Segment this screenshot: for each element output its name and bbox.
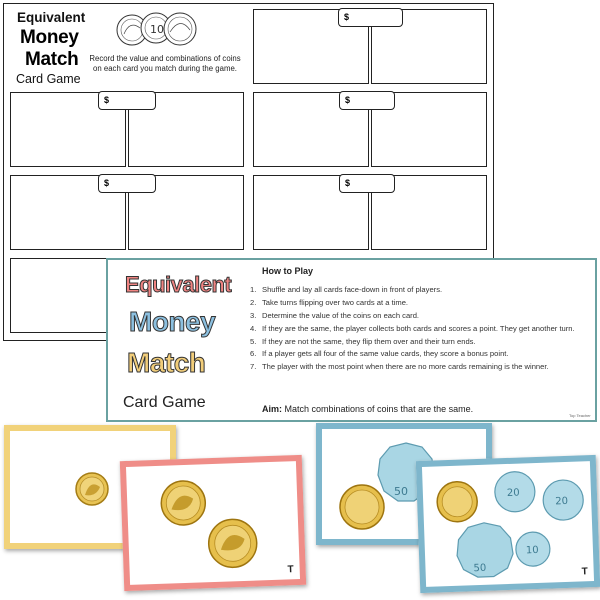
worksheet-instructions: Record the value and combinations of coins on each card you match during the game. (89, 54, 241, 73)
rule-item (250, 324, 590, 334)
rule-item (250, 349, 590, 359)
rules-list (250, 285, 590, 375)
dollar-sign: $ (104, 178, 110, 188)
value-tag (98, 174, 156, 193)
rule-item (250, 298, 590, 308)
rule-text: Determine the value of the coins on each card. (262, 310, 420, 320)
how-to-play-heading: How to Play (262, 266, 314, 276)
rule-number: 2. (250, 297, 257, 307)
rule-number: 1. (250, 285, 257, 294)
rule-text: Take turns flipping over two cards at a time. (262, 297, 409, 307)
aim-statement (262, 404, 473, 414)
logo-equivalent: Equivalent (125, 272, 232, 297)
rule-text: If a player gets all four of the same value cards, they score a bonus point. (262, 349, 509, 359)
rule-item (250, 362, 590, 372)
value-tag (339, 174, 395, 193)
gold-coin-icon (208, 519, 258, 569)
rule-number: 7. (250, 362, 257, 372)
rule-number: 4. (250, 323, 257, 333)
worksheet-title-money: Money (20, 27, 79, 48)
rule-text: If they are not the same, they flip them over and their turn ends. (262, 336, 476, 346)
coin-image (422, 461, 594, 587)
coin-value-label: 10 (525, 544, 539, 557)
rule-number: 3. (250, 310, 257, 320)
rule-item (250, 337, 590, 347)
worksheet-title-equivalent: Equivalent (17, 10, 86, 25)
worksheet-title-match: Match (25, 49, 79, 70)
silver-coin-icon (515, 532, 550, 567)
coin-value-label: 20 (555, 495, 569, 508)
dollar-sign: $ (104, 95, 110, 105)
aim-label: Aim: (262, 404, 282, 414)
silver-coin-icon (494, 471, 535, 512)
silver-coin-icon (543, 479, 584, 520)
value-tag (338, 8, 403, 27)
rule-text: The player with the most point when there are no more cards remaining is the winner. (262, 362, 549, 372)
value-tag (98, 91, 156, 110)
rule-item (250, 311, 590, 321)
rule-number: 5. (250, 336, 257, 346)
coin-value-label: 50 (394, 485, 408, 498)
dollar-sign: $ (345, 95, 351, 105)
game-card-red (120, 455, 306, 591)
svg-text:10: 10 (150, 23, 164, 36)
gold-coin-icon (161, 480, 207, 526)
brand-t-mark: T (287, 564, 294, 576)
dollar-sign: $ (344, 12, 350, 22)
worksheet-title-card-game: Card Game (16, 72, 81, 86)
silver-coin-icon (456, 522, 514, 578)
gold-coin-icon (437, 481, 478, 522)
logo-card-game: Card Game (123, 394, 206, 411)
value-tag (339, 91, 395, 110)
brand-mark: Top Teacher (569, 413, 591, 418)
brand-t-mark: T (581, 566, 588, 578)
game-card-blue-multi (416, 455, 600, 593)
gold-coin-icon (340, 485, 384, 529)
dollar-sign: $ (345, 178, 351, 188)
coins-line-art-icon (108, 8, 208, 50)
coin-value-label: 50 (473, 562, 487, 575)
coin-image (126, 461, 300, 585)
rule-text: If they are the same, the player collects both cards and scores a point. They get another turn. (262, 323, 575, 333)
aim-text: Match combinations of coins that are the same. (282, 404, 474, 414)
rule-item (250, 285, 590, 295)
coin-value-label: 20 (506, 487, 520, 500)
rule-number: 6. (250, 349, 257, 359)
logo-match: Match (127, 347, 206, 378)
rule-text: Shuffle and lay all cards face-down in front of players. (262, 285, 443, 294)
logo-money: Money (129, 306, 216, 337)
